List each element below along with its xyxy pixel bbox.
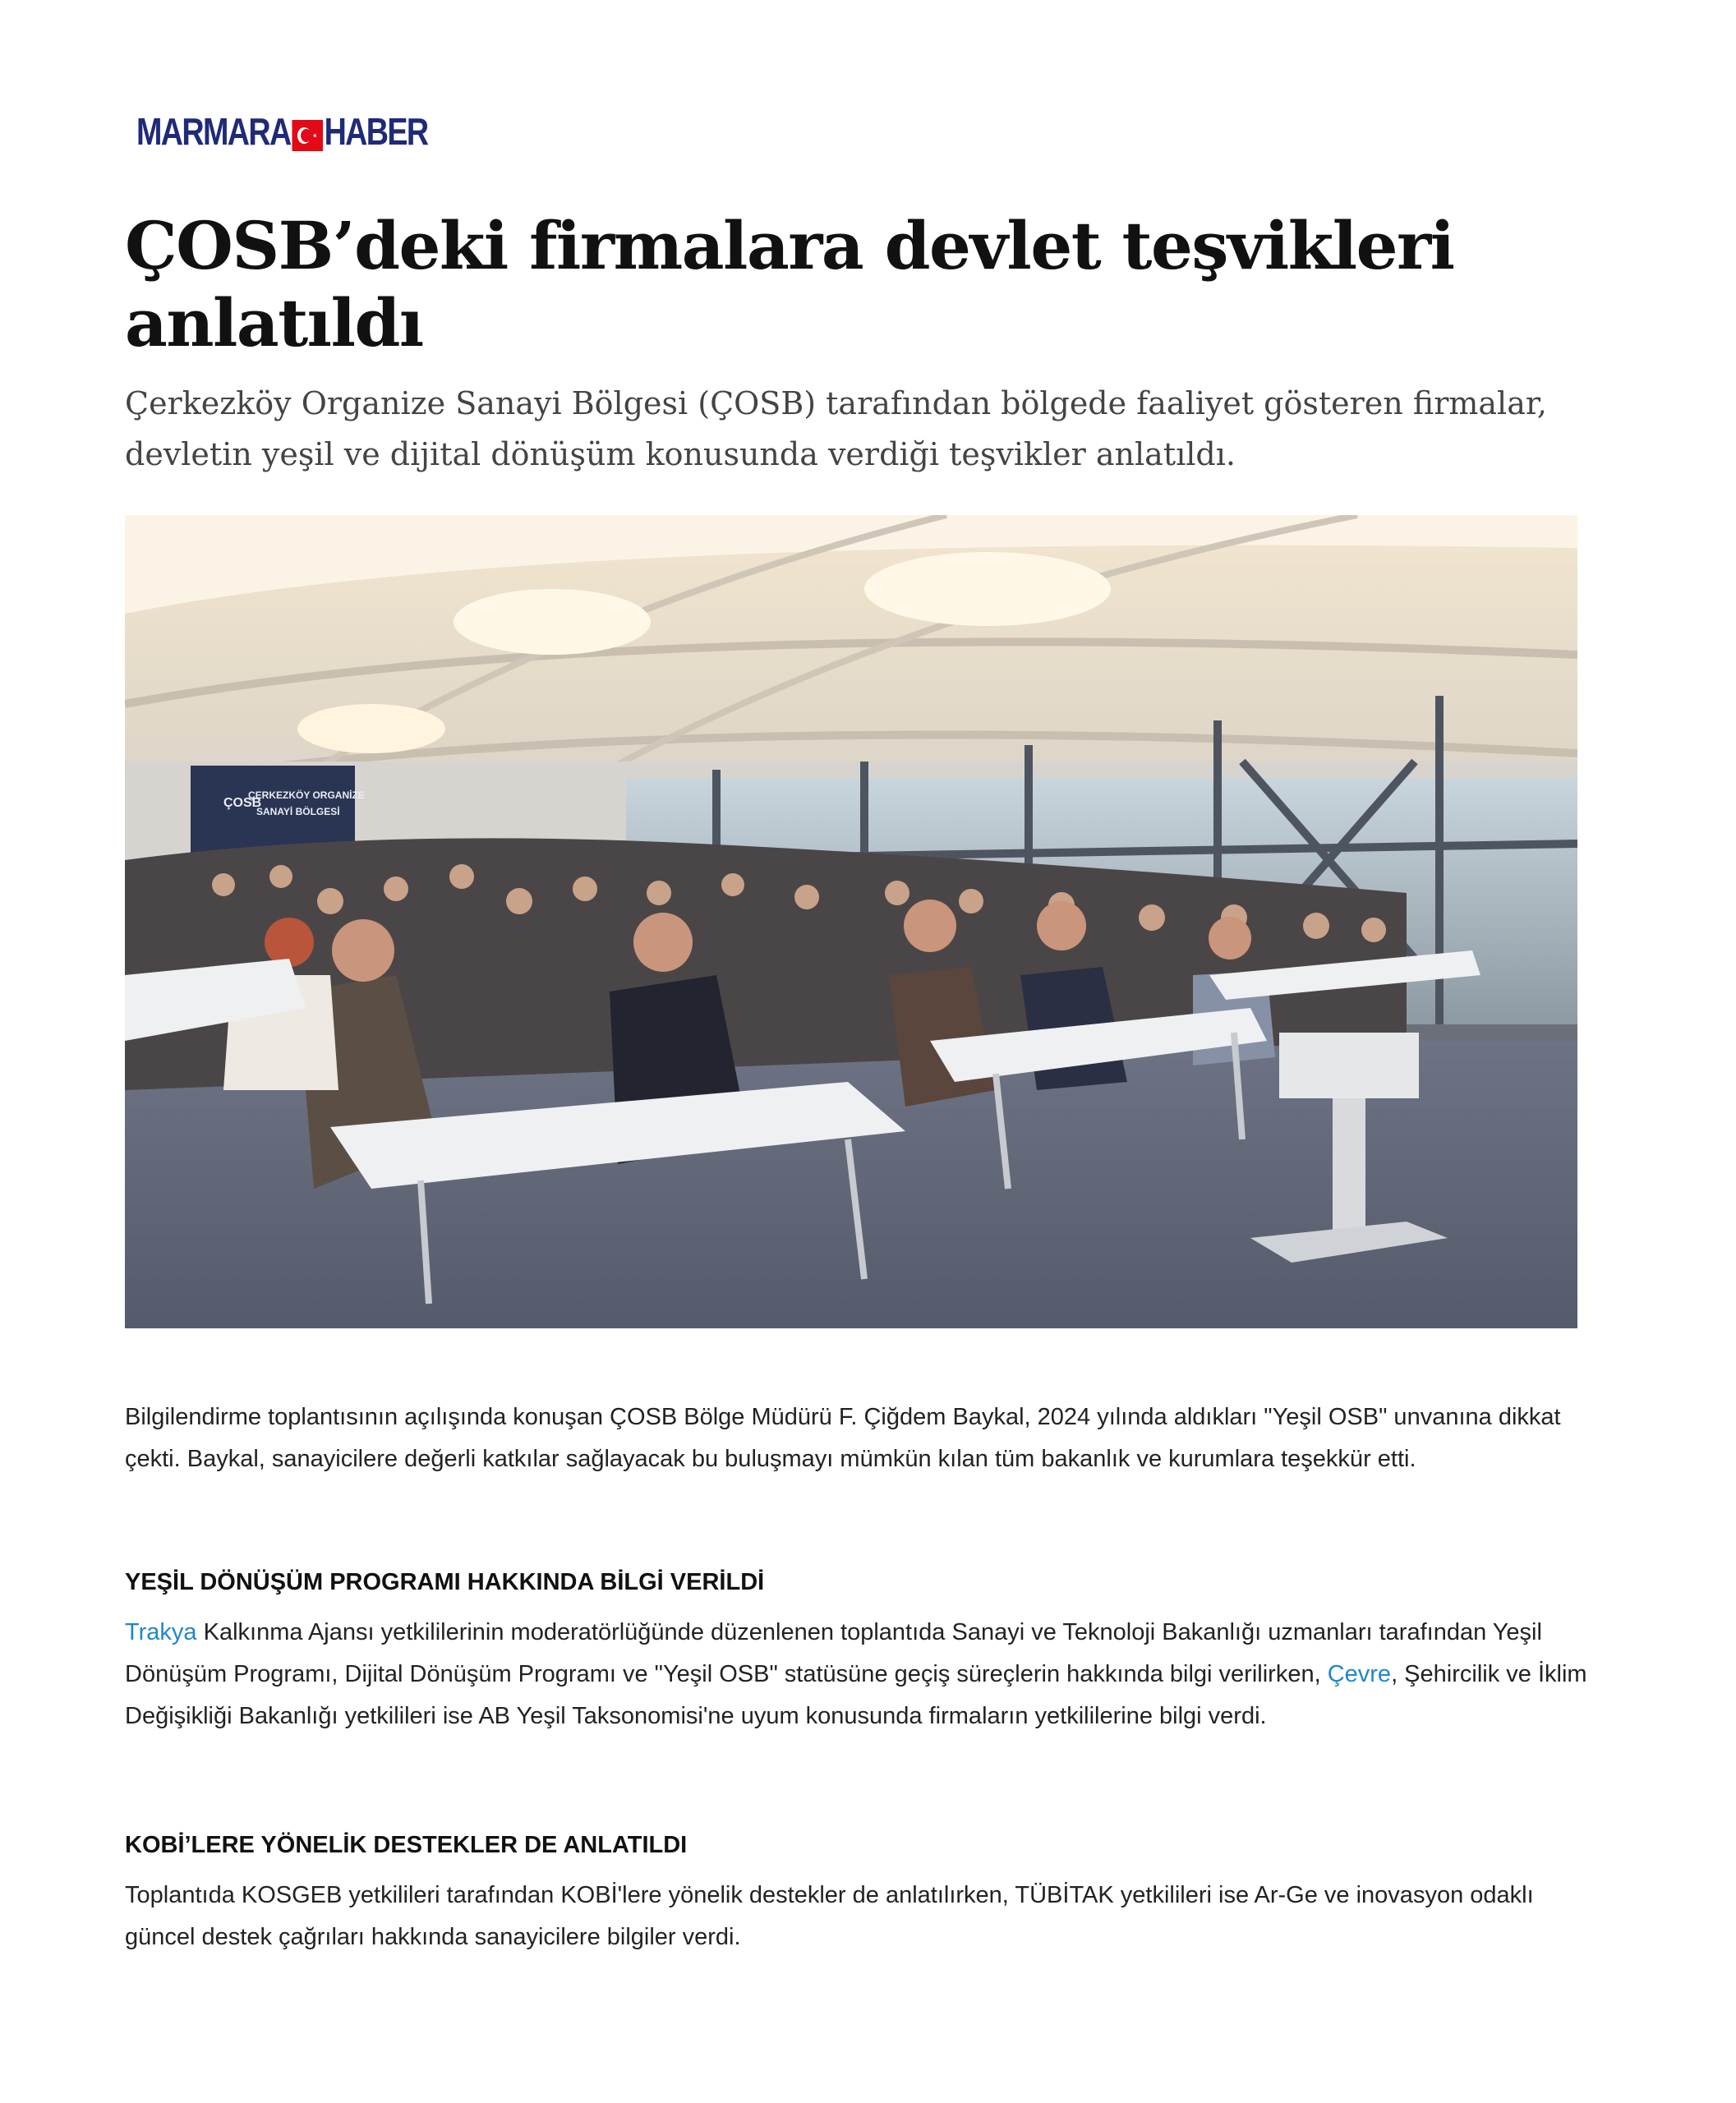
article-paragraph-2 bbox=[125, 1612, 1596, 1737]
article-headline: ÇOSB’deki firmalara devlet teşvikleri anlatıldı bbox=[125, 207, 1454, 361]
logo-text-left: MARMARA bbox=[136, 110, 291, 153]
article-lead: Çerkezköy Organize Sanayi Bölgesi (ÇOSB) tarafından bölgede faaliyet gösteren firmalar, devletin yeşil ve dijital dönüşüm konusunda verdiği teşvikler anlatıldı. bbox=[125, 385, 1547, 472]
paragraph-2-text-b: , Şehircilik ve İklim Değişikliği Bakanlığı yetkilileri ise AB Yeşil Taksonomisi'ne uyum konusunda firmaların yetkililerine bilgi verdi. bbox=[125, 1661, 1587, 1729]
photo-banner-logo: ÇOSB bbox=[223, 796, 262, 810]
site-logo[interactable] bbox=[136, 107, 427, 156]
paragraph-2-text-a: Kalkınma Ajansı yetkililerinin moderatörlüğünde düzenlenen toplantıda Sanayi ve Teknoloji Bakanlığı uzmanları tarafından Yeşil Dönüşüm Programı, Dijital Dönüşüm Programı ve "Yeşil OSB" statüsüne geçiş süreçlerin hakkında bilgi verilirken, bbox=[125, 1619, 1542, 1687]
link-cevre[interactable]: Çevre bbox=[1327, 1661, 1392, 1687]
article-photo bbox=[125, 515, 1577, 1328]
photo-banner-line-1: ÇERKEZKÖY ORGANİZE bbox=[248, 789, 365, 801]
section-heading-green-transformation: YEŞİL DÖNÜŞÜM PROGRAMI HAKKINDA BİLGİ VERİLDİ bbox=[125, 1569, 765, 1595]
turkish-flag-icon bbox=[292, 116, 323, 147]
section-heading-sme-support: KOBİ’LERE YÖNELİK DESTEKLER DE ANLATILDI bbox=[125, 1832, 688, 1858]
logo-text-right: HABER bbox=[324, 110, 428, 153]
photo-banner-line-2: SANAYİ BÖLGESİ bbox=[256, 806, 340, 817]
article-paragraph-3: Toplantıda KOSGEB yetkilileri tarafından KOBİ'lere yönelik destekler de anlatılırken, TÜBİTAK yetkilileri ise Ar-Ge ve inovasyon odaklı güncel destek çağrıları hakkında sanayicilere bilgiler verdi. bbox=[125, 1882, 1534, 1950]
article-paragraph-1: Bilgilendirme toplantısının açılışında konuşan ÇOSB Bölge Müdürü F. Çiğdem Baykal, 2024 yılında aldıkları "Yeşil OSB" unvanına dikkat çekti. Baykal, sanayicilere değerli katkılar sağlayacak bu buluşmayı mümkün kılan tüm bakanlık ve kurumlara teşekkür etti. bbox=[125, 1404, 1561, 1472]
link-trakya[interactable]: Trakya bbox=[125, 1619, 197, 1645]
meeting-room-photo bbox=[125, 515, 1577, 1328]
